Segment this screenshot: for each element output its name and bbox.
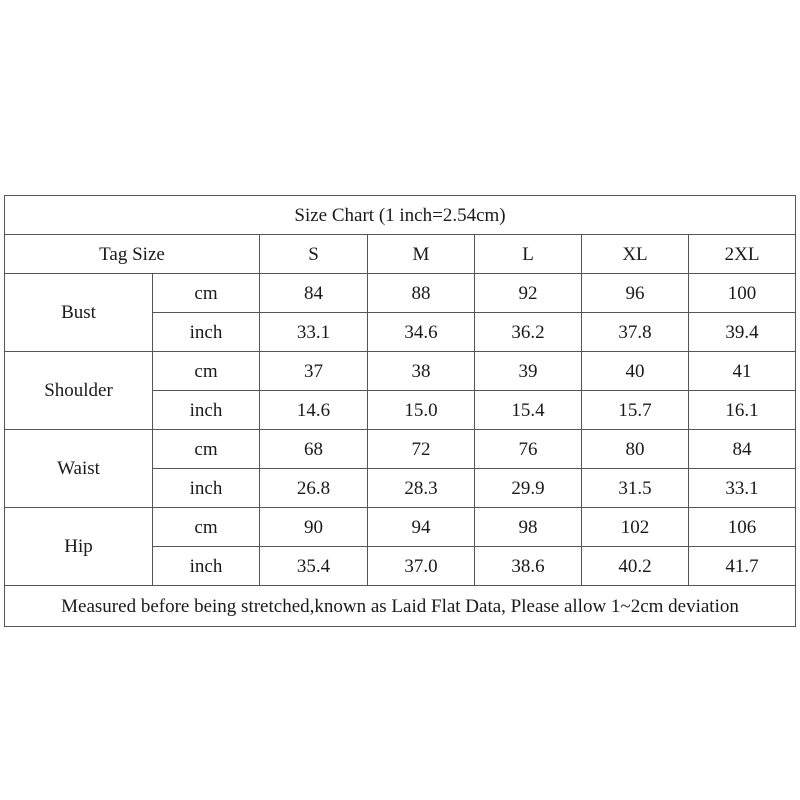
table-cell: 26.8	[260, 469, 368, 508]
measurement-label-hip: Hip	[5, 508, 153, 586]
table-cell: 80	[582, 430, 689, 469]
table-row	[5, 274, 796, 313]
unit-label: cm	[153, 430, 260, 469]
table-row	[5, 430, 796, 469]
table-cell: 98	[475, 508, 582, 547]
table-cell: 84	[689, 430, 796, 469]
table-cell: 106	[689, 508, 796, 547]
table-cell: 36.2	[475, 313, 582, 352]
size-header-2xl: 2XL	[689, 235, 796, 274]
measurement-label-waist: Waist	[5, 430, 153, 508]
table-cell: 28.3	[368, 469, 475, 508]
table-cell: 33.1	[260, 313, 368, 352]
table-cell: 41	[689, 352, 796, 391]
table-cell: 88	[368, 274, 475, 313]
table-cell: 38.6	[475, 547, 582, 586]
table-cell: 37.8	[582, 313, 689, 352]
table-row	[5, 352, 796, 391]
size-header-s: S	[260, 235, 368, 274]
table-cell: 35.4	[260, 547, 368, 586]
title-row	[5, 196, 796, 235]
size-chart-table	[4, 195, 796, 627]
table-cell: 76	[475, 430, 582, 469]
measurement-label-shoulder: Shoulder	[5, 352, 153, 430]
table-row	[5, 508, 796, 547]
table-cell: 37.0	[368, 547, 475, 586]
unit-label: cm	[153, 274, 260, 313]
table-cell: 72	[368, 430, 475, 469]
size-chart	[4, 195, 795, 627]
size-header-m: M	[368, 235, 475, 274]
table-cell: 34.6	[368, 313, 475, 352]
table-cell: 14.6	[260, 391, 368, 430]
table-cell: 39.4	[689, 313, 796, 352]
table-cell: 96	[582, 274, 689, 313]
measurement-label-bust: Bust	[5, 274, 153, 352]
table-cell: 90	[260, 508, 368, 547]
table-cell: 92	[475, 274, 582, 313]
unit-label: inch	[153, 391, 260, 430]
size-header-xl: XL	[582, 235, 689, 274]
table-cell: 102	[582, 508, 689, 547]
table-cell: 84	[260, 274, 368, 313]
footnote: Measured before being stretched,known as Laid Flat Data, Please allow 1~2cm deviation	[5, 586, 796, 627]
table-cell: 39	[475, 352, 582, 391]
unit-label: cm	[153, 352, 260, 391]
footnote-row	[5, 586, 796, 627]
table-cell: 94	[368, 508, 475, 547]
table-cell: 15.4	[475, 391, 582, 430]
unit-label: inch	[153, 469, 260, 508]
size-header-l: L	[475, 235, 582, 274]
table-cell: 29.9	[475, 469, 582, 508]
table-cell: 100	[689, 274, 796, 313]
unit-label: cm	[153, 508, 260, 547]
table-cell: 16.1	[689, 391, 796, 430]
unit-label: inch	[153, 313, 260, 352]
table-cell: 33.1	[689, 469, 796, 508]
table-cell: 31.5	[582, 469, 689, 508]
table-cell: 37	[260, 352, 368, 391]
table-cell: 15.0	[368, 391, 475, 430]
table-cell: 38	[368, 352, 475, 391]
table-cell: 68	[260, 430, 368, 469]
table-cell: 41.7	[689, 547, 796, 586]
table-cell: 40	[582, 352, 689, 391]
table-cell: 40.2	[582, 547, 689, 586]
chart-title: Size Chart (1 inch=2.54cm)	[5, 196, 796, 235]
header-row	[5, 235, 796, 274]
table-cell: 15.7	[582, 391, 689, 430]
tag-size-header: Tag Size	[5, 235, 260, 274]
unit-label: inch	[153, 547, 260, 586]
